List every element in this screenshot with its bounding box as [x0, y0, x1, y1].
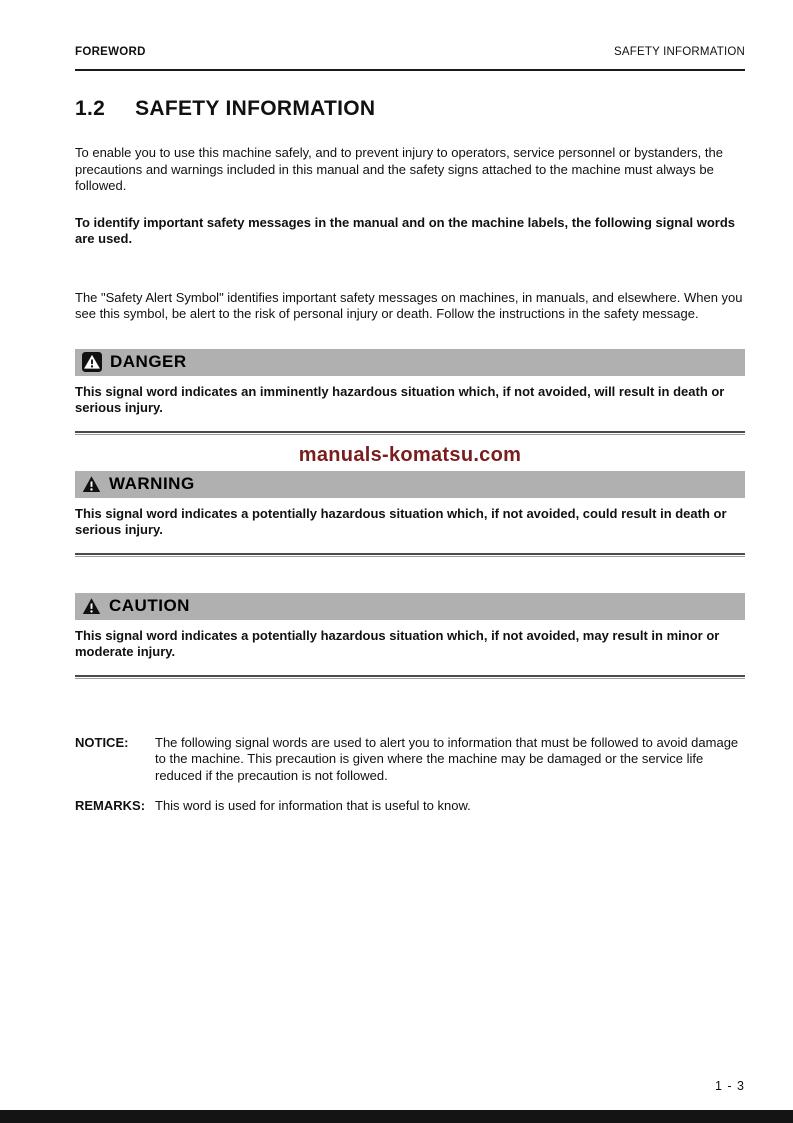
notice-label: NOTICE: — [75, 734, 129, 750]
caution-banner-label: CAUTION — [109, 596, 190, 615]
danger-description: This signal word indicates an imminently hazardous situation which, if not avoided, will result in death or serious injury. — [75, 383, 725, 415]
page-title — [75, 97, 745, 121]
scan-bottom-edge — [0, 1110, 793, 1123]
remarks-label: REMARKS: — [75, 798, 146, 813]
warning-description: This signal word indicates a potentially hazardous situation which, if not avoided, could result in death or serious injury. — [75, 505, 727, 537]
caution-description: This signal word indicates a potentially hazardous situation which, if not avoided, may result in minor or moderate injury. — [75, 627, 720, 659]
section-divider-rule — [75, 431, 745, 435]
intro-paragraph: To enable you to use this machine safely, and to prevent injury to operators, service personnel or bystanders, the precautions and warnings included in this manual and the safety signs attached to the machine must always be followed. — [75, 145, 723, 193]
notice-text: The following signal words are used to alert you to information that must be followed to avoid damage to the machine. This precaution is given where the machine may be damaged or the service life reduced if the precaution is not followed. — [155, 734, 739, 783]
running-header — [75, 46, 745, 71]
danger-banner — [75, 349, 745, 376]
notice-block — [75, 735, 745, 785]
section-title-text: SAFETY INFORMATION — [135, 97, 376, 120]
header-chapter-label: FOREWORD — [75, 46, 146, 58]
warning-banner-label: WARNING — [109, 474, 195, 493]
remarks-text: This word is used for information that is useful to know. — [155, 798, 471, 813]
section-divider-rule — [75, 675, 745, 679]
warning-triangle-icon — [82, 597, 101, 616]
signal-block-danger — [75, 349, 745, 435]
remarks-block — [75, 798, 745, 815]
warning-banner — [75, 471, 745, 498]
signal-block-caution — [75, 593, 745, 679]
section-number: 1.2 — [75, 97, 106, 120]
safety-alert-symbol-paragraph: The "Safety Alert Symbol" identifies important safety messages on machines, in manuals, and elsewhere. When you see this symbol, be alert to the risk of personal injury or death. Follow the instructions in the safety message. — [75, 289, 743, 321]
watermark-text: manuals-komatsu.com — [298, 443, 522, 466]
signal-block-warning — [75, 471, 745, 557]
header-section-label: SAFETY INFORMATION — [614, 46, 745, 58]
warning-triangle-icon — [82, 475, 101, 494]
danger-banner-label: DANGER — [110, 352, 187, 371]
section-divider-rule — [75, 553, 745, 557]
identify-paragraph: To identify important safety messages in the manual and on the machine labels, the following signal words are used. — [75, 214, 735, 246]
safety-alert-square-triangle-icon — [82, 352, 102, 372]
caution-banner — [75, 593, 745, 620]
page-number: 1 - 3 — [714, 1079, 745, 1093]
